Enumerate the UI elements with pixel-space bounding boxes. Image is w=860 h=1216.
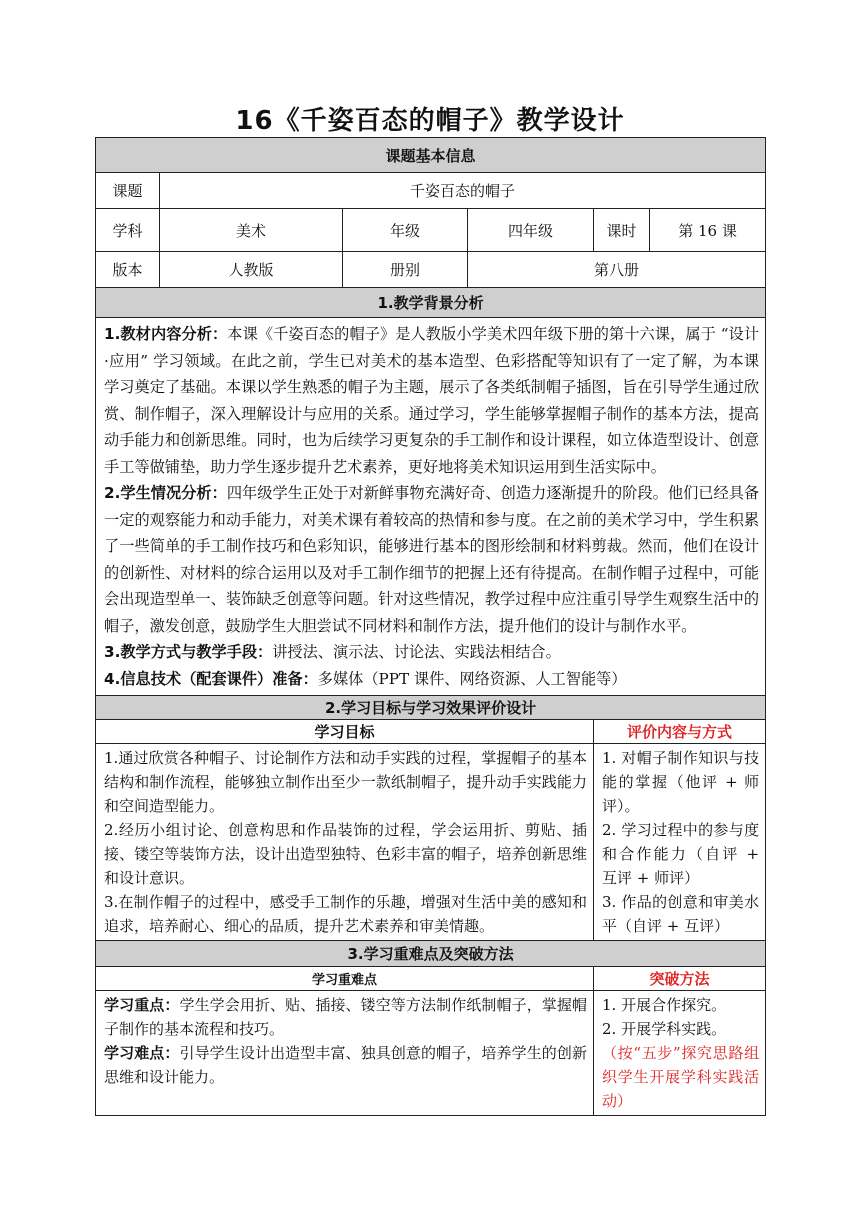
evaluation-item: 2. 学习过程中的参与度和合作能力（自评 + 互评 + 师评） <box>602 821 760 887</box>
basic-info-header: 课题基本信息 <box>96 138 766 173</box>
grade-value: 四年级 <box>468 209 594 252</box>
document-title: 16《千姿百态的帽子》教学设计 <box>235 106 625 136</box>
topic-value: 千姿百态的帽子 <box>160 173 766 209</box>
goal-item: 2.经历小组讨论、创意构思和作品装饰的过程，学会运用折、剪贴、插接、镂空等装饰方法，设计出造型独特、色彩丰富的帽子，培养创新思维和设计意识。 <box>104 821 587 887</box>
learning-goals <box>96 744 594 941</box>
breakthrough-methods <box>594 991 766 1116</box>
subject-label: 学科 <box>96 209 160 252</box>
difficult-point: 学习难点：引导学生设计出造型丰富、独具创意的帽子，培养学生的创新思维和设计能力。 <box>104 1044 587 1086</box>
edition-label: 版本 <box>96 252 160 288</box>
section1-header: 1.教学背景分析 <box>96 288 766 318</box>
goal-item: 1.通过欣赏各种帽子、讨论制作方法和动手实践的过程，掌握帽子的基本结构和制作流程，能够独立制作出至少一款纸制帽子，提升动手实践能力和空间造型能力。 <box>104 749 587 815</box>
analysis-item: 3.教学方式与教学手段：讲授法、演示法、讨论法、实践法相结合。 <box>104 643 561 661</box>
volume-value: 第八册 <box>468 252 766 288</box>
evaluation-item: 1. 对帽子制作知识与技能的掌握（他评 + 师评）。 <box>602 749 760 815</box>
analysis-item: 2.学生情况分析：四年级学生正处于对新鲜事物充满好奇、创造力逐渐提升的阶段。他们已经具备一定的观察能力和动手能力，对美术课有着较高的热情和参与度。在之前的美术学习中，学生积累了一些简单的手工制作技巧和色彩知识，能够进行基本的图形绘制和材料剪裁。然而，他们在设计的创新性、对材料的综合运用以及对手工制作细节的把握上还有待提高。在制作帽子过程中，可能会出现造型单一、装饰缺乏创意等问题。针对这些情况，教学过程中应注重引导学生观察生活中的帽子，激发创意，鼓励学生大胆尝试不同材料和制作方法，提升他们的设计与制作水平。 <box>104 484 760 635</box>
grade-label: 年级 <box>343 209 468 252</box>
method-item: 1. 开展合作探究。 <box>602 996 727 1014</box>
methods-note: （按“五步”探究思路组织学生开展学科实践活动） <box>602 1044 760 1110</box>
method-item: 2. 开展学科实践。 <box>602 1020 727 1038</box>
evaluation-methods <box>594 744 766 941</box>
edition-value: 人教版 <box>160 252 343 288</box>
evaluation-column-header: 评价内容与方式 <box>594 720 766 744</box>
topic-label: 课题 <box>96 173 160 209</box>
period-value: 第 16 课 <box>650 209 766 252</box>
background-analysis <box>96 318 766 696</box>
volume-label: 册别 <box>343 252 468 288</box>
key-point: 学习重点：学生学会用折、贴、插接、镂空等方法制作纸制帽子，掌握帽子制作的基本流程和技巧。 <box>104 996 587 1038</box>
methods-column-header: 突破方法 <box>594 967 766 991</box>
goal-item: 3.在制作帽子的过程中，感受手工制作的乐趣，增强对生活中美的感知和追求，培养耐心、细心的品质，提升艺术素养和审美情趣。 <box>104 893 587 935</box>
keypoints-column-header: 学习重难点 <box>96 967 594 991</box>
evaluation-item: 3. 作品的创意和审美水平（自评 + 互评） <box>602 893 760 935</box>
subject-value: 美术 <box>160 209 343 252</box>
goals-column-header: 学习目标 <box>96 720 594 744</box>
analysis-item: 1.教材内容分析：本课《千姿百态的帽子》是人教版小学美术四年级下册的第十六课，属于 “设计·应用” 学习领域。在此之前，学生已对美术的基本造型、色彩搭配等知识有了一定了解，为本课学习奠定了基础。本课以学生熟悉的帽子为主题，展示了各类纸制帽子插图，旨在引导学生通过欣赏、制作帽子，深入理解设计与应用的关系。通过学习，学生能够掌握帽子制作的基本方法，提高动手能力和创新思维。同时，也为后续学习更复杂的手工制作和设计课程，如立体造型设计、创意手工等做铺垫，助力学生逐步提升艺术素养，更好地将美术知识运用到生活实际中。 <box>104 325 760 476</box>
period-label: 课时 <box>594 209 650 252</box>
analysis-item: 4.信息技术（配套课件）准备：多媒体（PPT 课件、网络资源、人工智能等） <box>104 669 627 688</box>
section2-header: 2.学习目标与学习效果评价设计 <box>96 696 766 720</box>
lesson-plan-table <box>95 137 766 1116</box>
section3-header: 3.学习重难点及突破方法 <box>96 941 766 967</box>
key-difficult-points <box>96 991 594 1116</box>
